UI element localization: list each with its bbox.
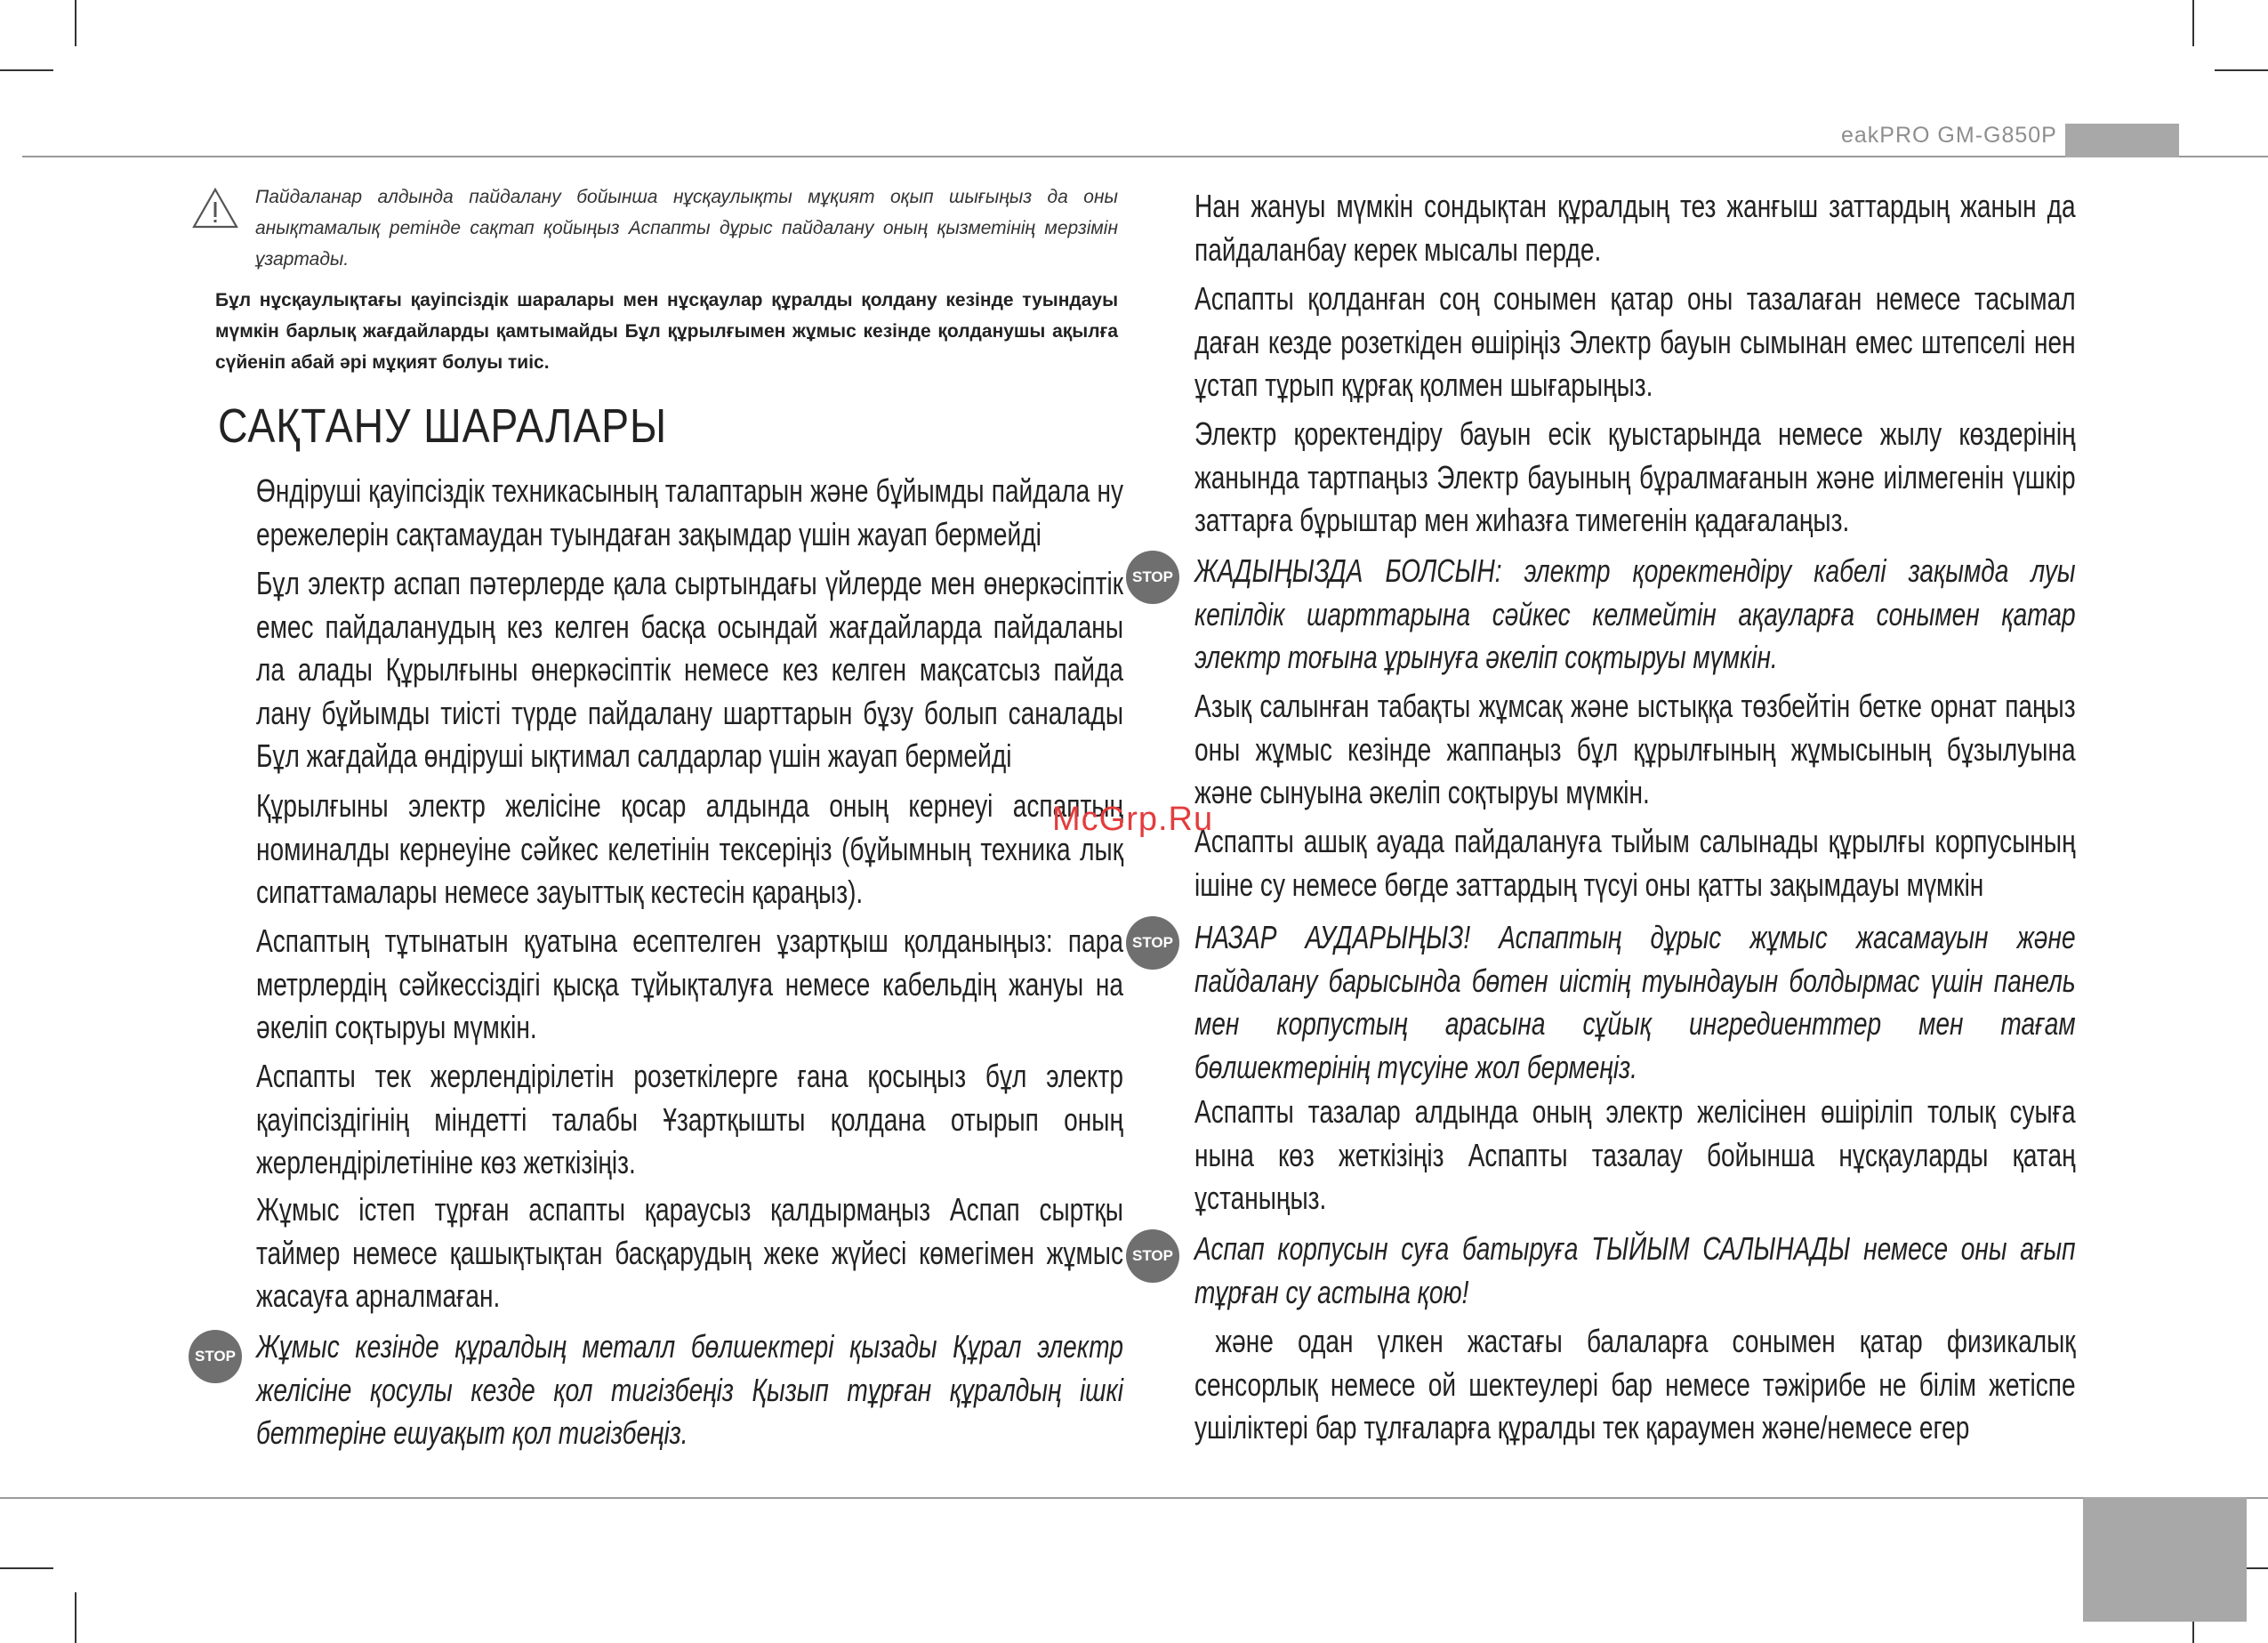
section-title: САҚТАНУ ШАРАЛАРЫ — [218, 399, 667, 453]
right-paragraph-2: Аспапты қолданған соң сонымен қатар оны тазалаған немесе тасымал даған кезде розеткіден өшіріңіз Электр бауын сымынан емес штепселі нен ұстап тұрып құрғақ қолмен шығарыңыз. — [1194, 280, 2076, 403]
left-paragraph-5: Аспапты тек жерлендірілетін розеткілерге ғана қосыңыз бұл электр қауіпсіздігінің міндетті талабы Ұзартқышты қолдана отырып оның жерлендірілетініне көз жеткізіңіз. — [256, 1058, 1123, 1180]
warning-triangle-icon — [191, 187, 239, 234]
warning-note: Пайдаланар алдында пайдалану бойынша нұсқаулықты мұқият оқып шығыңыз да оны анықтамалық ретінде сақтап қойыңыз Аспапты дұрыс пайдалану оның қызметінің мерзімін ұзартады. — [255, 187, 1118, 270]
right-paragraph-1: Нан жануы мүмкін сондықтан құралдың тез жанғыш заттардың жанын да пайдаланбау керек мысалы перде. — [1194, 188, 2076, 268]
stop-icon: STOP — [1126, 916, 1179, 970]
right-paragraph-10: және одан үлкен жастағы балаларға сонымен қатар физикалық сенсорлық немесе ой шектеулері бар немесе тәжірибе не білім жетіспе ушіліктері бар тұлғаларға құралды тек қараумен және/немесе егер — [1194, 1323, 2076, 1446]
right-paragraph-5: Азық салынған табақты жұмсақ және ыстыққа төзбейтін бетке орнат паңыз оны жұмыс кезінде жаппаңыз бұл құрылғының жұмысының бұзылуына және сынуына әкеліп соқтыруы мүмкін. — [1194, 688, 2076, 810]
model-header: eakPRO GM-G850P — [1841, 123, 2057, 148]
footer-rule — [0, 1497, 2268, 1499]
crop-mark — [75, 0, 76, 46]
header-rule — [22, 156, 2268, 157]
stop-icon: STOP — [1126, 551, 1179, 604]
crop-mark — [2192, 0, 2194, 46]
right-paragraph-4: ЖАДЫҢЫЗДА БОЛСЫН: электр қоректендіру кабелі зақымда луы кепілдік шарттарына сәйкес келмейтін ақауларға сонымен қатар электр тоғына ұрынуға әкеліп соқтыруы мүмкін. — [1194, 552, 2076, 675]
right-paragraph-6: Аспапты ашық ауада пайдалануға тыйым салынады құрылғы корпусының ішіне су немесе бөгде заттардың түсуі оны қатты зақымдауы мүмкін — [1194, 823, 2076, 903]
watermark: McGrp.Ru — [1052, 801, 1214, 838]
crop-mark — [0, 69, 53, 71]
right-paragraph-8: Аспапты тазалар алдында оның электр желісінен өшіріліп толық суыға нына көз жеткізіңіз Аспапты тазалау бойынша нұсқауларды қатаң ұстаныңыз. — [1194, 1093, 2076, 1216]
safety-disclaimer: Бұл нұсқаулықтағы қауіпсіздік шаралары мен нұсқаулар құралды қолдану кезінде туындауы мүмкін барлық жағдайларды қамтымайды Бұл құрылғымен жұмыс кезінде қолданушы ақылға сүйеніп абай әрі мұқият болуы тиіс. — [215, 290, 1118, 373]
left-paragraph-6: Жұмыс істеп тұрған аспапты қараусыз қалдырмаңыз Аспап сыртқы таймер немесе қашықтықтан басқарудың жеке жүйесі көмегімен жұмыс жасауға арналмаған. — [256, 1191, 1123, 1314]
left-paragraph-3: Құрылғыны электр желісіне қосар алдында оның кернеуі аспаптың номиналды кернеуіне сәйкес келетінін тексеріңіз (бұйымның техника лық сипаттамалары немесе зауыттық кестесін қараңыз). — [256, 787, 1123, 910]
crop-mark — [0, 1567, 53, 1569]
header-tab — [2065, 124, 2179, 157]
right-paragraph-7: НАЗАР АУДАРЫҢЫЗ! Аспаптың дұрыс жұмыс жасамауын және пайдалану барысында бөтен иістің туындауын болдырмас үшін панель мен корпустың арасына сұйық ингредиенттер мен тағам бөлшектерінің түсуіне жол бермеңіз. — [1194, 919, 2076, 1085]
left-paragraph-7: Жұмыс кезінде құралдың металл бөлшектері қызады Құрал электр желісіне қосулы кезде қол тигізбеңіз Қызып тұрған құралдың ішкі беттеріне ешуақыт қол тигізбеңіз. — [256, 1328, 1123, 1451]
crop-mark — [75, 1592, 76, 1643]
stop-icon: STOP — [1126, 1229, 1179, 1283]
left-paragraph-2: Бұл электр аспап пәтерлерде қала сыртындағы үйлерде мен өнеркәсіптік емес пайдаланудың кез келген басқа осындай жағдайларда пайдаланы ла алады Құрылғыны өнеркәсіптік немесе кез келген мақсатсыз пайда лану бұйымды тиісті түрде пайдалану шарттарын бұзу болып саналады Бұл жағдайда өндіруші ықтимал салдарлар үшін жауап бермейді — [256, 565, 1123, 774]
right-paragraph-3: Электр қоректендіру бауын есік қуыстарында немесе жылу көздерінің жанында тартпаңыз Электр бауының бұралмағанын және иілмегенін үшкір заттарға бұрыштар мен жиһазға тимегенін қадағалаңыз. — [1194, 415, 2076, 538]
left-paragraph-1: Өндіруші қауіпсіздік техникасының талаптарын және бұйымды пайдала ну ережелерін сақтамаудан туындаған зақымдар үшін жауап бермейді — [256, 472, 1123, 552]
stop-icon: STOP — [189, 1330, 242, 1383]
crop-mark — [2215, 69, 2268, 71]
left-paragraph-4: Аспаптың тұтынатын қуатына есептелген ұзартқыш қолданыңыз: пара метрлердің сәйкессіздігі қысқа тұйықталуға немесе кабельдің жануы на әкеліп соқтыруы мүмкін. — [256, 922, 1123, 1045]
footer-block — [2083, 1497, 2247, 1622]
right-paragraph-9: Аспап корпусын суға батыруға ТЫЙЫМ САЛЫНАДЫ немесе оны ағып тұрған су астына қою! — [1194, 1230, 2076, 1310]
